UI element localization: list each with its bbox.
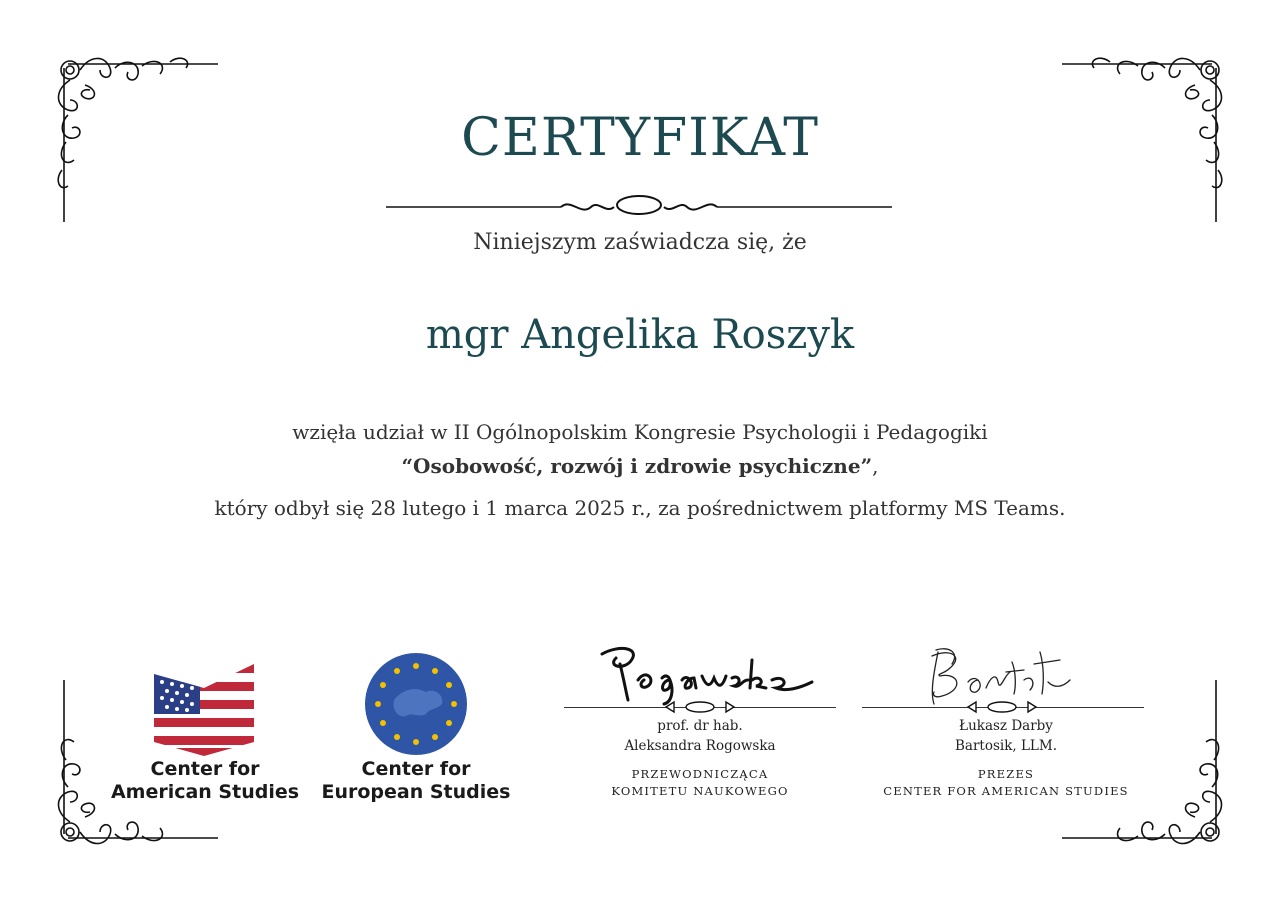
signatory-1-name bbox=[560, 716, 840, 756]
participation-text: wzięła udział w II Ogólnopolskim Kongresie Psychologii i Pedagogiki bbox=[292, 420, 988, 444]
signatory-2-role-line1: PREZES bbox=[977, 767, 1035, 781]
signatory-1-role-line2: KOMITETU NAUKOWEGO bbox=[611, 784, 789, 798]
recipient-name: mgr Angelika Roszyk bbox=[425, 312, 855, 358]
event-details-text: który odbył się 28 lutego i 1 marca 2025 r., za pośrednictwem platformy MS Teams. bbox=[214, 496, 1066, 520]
us-flag-icon bbox=[154, 664, 254, 756]
signatory-2-name bbox=[856, 716, 1156, 756]
congress-title-text: “Osobowość, rozwój i zdrowie psychiczne” bbox=[401, 454, 873, 478]
certificate-title: CERTYFIKAT bbox=[461, 108, 819, 168]
title-divider bbox=[386, 190, 892, 222]
signatory-2-name-line1: Łukasz Darby bbox=[959, 718, 1053, 734]
eu-stars-icon bbox=[364, 652, 468, 756]
european-caption-line1: Center for bbox=[361, 758, 471, 780]
congress-title-punct: , bbox=[872, 454, 879, 478]
american-studies-caption bbox=[105, 758, 305, 804]
intro-text: Niniejszym zaświadcza się, że bbox=[473, 230, 807, 255]
signatory-1-name-line2: Aleksandra Rogowska bbox=[624, 738, 776, 754]
signatory-1-role bbox=[560, 766, 840, 800]
congress-title bbox=[0, 454, 1280, 478]
american-studies-logo bbox=[154, 664, 254, 756]
signatory-1-role-line1: PRZEWODNICZĄCA bbox=[631, 767, 769, 781]
american-caption-line2: American Studies bbox=[110, 781, 300, 803]
signatory-2-role-line2: CENTER FOR AMERICAN STUDIES bbox=[883, 784, 1129, 798]
signatory-1-name-line1: prof. dr hab. bbox=[657, 718, 743, 734]
european-studies-caption bbox=[316, 758, 516, 804]
signature-line-ornament-2 bbox=[966, 699, 1038, 715]
american-caption-line1: Center for bbox=[150, 758, 260, 780]
european-caption-line2: European Studies bbox=[321, 781, 511, 803]
signature-line-ornament-1 bbox=[664, 699, 736, 715]
signatory-2-role bbox=[846, 766, 1166, 800]
signature-rogowska bbox=[590, 640, 820, 706]
european-studies-logo bbox=[364, 652, 468, 756]
signatory-2-name-line2: Bartosik, LLM. bbox=[954, 738, 1058, 754]
